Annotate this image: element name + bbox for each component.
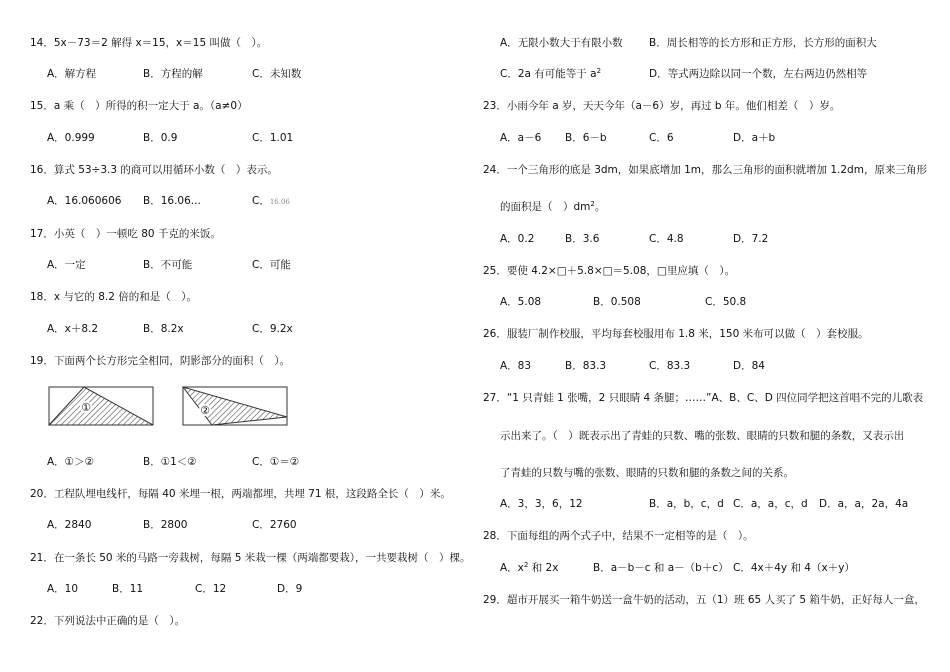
question-26-stem: 26．服装厂制作校服，平均每套校服用布 1.8 米，150 米布可以做（ ）套校服。 xyxy=(483,328,869,340)
question-20-option-a: A．2840 xyxy=(47,519,92,531)
question-24-option-b: B．3.6 xyxy=(565,233,600,245)
question-16-stem: 16．算式 53÷3.3 的商可以用循环小数（ ）表示。 xyxy=(30,164,278,176)
figure-2-label: ② xyxy=(200,404,210,417)
question-17-option-a: A．一定 xyxy=(47,259,86,271)
question-28-option-a-end: 和 2x xyxy=(528,562,559,574)
question-14-option-b: B．方程的解 xyxy=(143,68,203,80)
question-27-stem-line-2: 示出来了。（ ）既表示出了青蛙的只数、嘴的张数、眼睛的只数和腿的条数，又表示出 xyxy=(500,430,905,442)
question-27-stem-line-1: 27．“1 只青蛙 1 张嘴，2 只眼睛 4 条腿；……”A、B、C、D 四位同学把这首唱不完的儿歌表 xyxy=(483,392,924,404)
question-24-option-d: D．7.2 xyxy=(733,233,769,245)
question-24-stem-line-2-end: 。 xyxy=(594,201,606,213)
question-14-option-c: C．未知数 xyxy=(252,68,302,80)
question-28-option-a-text: A．x xyxy=(500,562,524,574)
question-27-option-c: C．a，a，c，d xyxy=(733,498,808,510)
question-22-option-c-text: C．2a 有可能等于 a xyxy=(500,68,597,80)
question-23-option-b: B．6－b xyxy=(565,132,607,144)
question-24-unit-exponent: 2 xyxy=(590,200,595,208)
question-22-option-d: D．等式两边除以同一个数，左右两边仍然相等 xyxy=(649,68,868,80)
question-24-stem-line-2-text: 的面积是（ ）dm xyxy=(500,201,591,213)
question-26-option-c: C．83.3 xyxy=(649,360,691,372)
question-21-stem: 21．在一条长 50 米的马路一旁栽树，每隔 5 米栽一棵（两端都要栽），一共要栽树（ ）棵。 xyxy=(30,552,471,564)
question-26-option-d: D．84 xyxy=(733,360,765,372)
question-14-stem: 14．5x－73＝2 解得 x＝15，x＝15 叫做（ ）。 xyxy=(30,37,268,49)
rectangle-figure-2 xyxy=(180,383,290,429)
question-18-option-b: B．8.2x xyxy=(143,323,184,335)
question-29-stem: 29．超市开展买一箱牛奶送一盒牛奶的活动，五（1）班 65 人买了 5 箱牛奶，正好每人一盒， xyxy=(483,594,925,606)
question-26-option-a: A．83 xyxy=(500,360,532,372)
question-18-option-a: A．x＋8.2 xyxy=(47,323,99,335)
question-16-option-c-label: C． xyxy=(252,195,270,207)
question-15-option-c: C．1.01 xyxy=(252,132,294,144)
question-25-option-b: B．0.508 xyxy=(593,296,641,308)
question-23-stem: 23．小雨今年 a 岁，天天今年（a－6）岁，再过 b 年。他们相差（ ）岁。 xyxy=(483,100,841,112)
question-19-option-b: B．①1＜② xyxy=(143,456,197,468)
question-26-option-b: B．83.3 xyxy=(565,360,607,372)
question-18-option-c: C．9.2x xyxy=(252,323,293,335)
question-23-option-a: A．a－6 xyxy=(500,132,542,144)
question-15-option-b: B．0.9 xyxy=(143,132,178,144)
question-28-option-b: B．a－b－c 和 a－（b＋c） xyxy=(593,562,729,574)
question-23-option-c: C．6 xyxy=(649,132,674,144)
question-24-stem-line-1: 24．一个三角形的底是 3dm，如果底增加 1m，那么三角形的面积就增加 1.2dm，原来三角形 xyxy=(483,164,927,176)
question-17-option-b: B．不可能 xyxy=(143,259,193,271)
question-20-stem: 20．工程队埋电线杆，每隔 40 米埋一根，两端都埋，共埋 71 根，这段路全长（ ）米。 xyxy=(30,488,451,500)
question-17-option-c: C．可能 xyxy=(252,259,291,271)
question-22-stem: 22．下列说法中正确的是（ ）。 xyxy=(30,615,186,627)
question-16-option-b: B．16.06... xyxy=(143,195,201,207)
question-25-option-c: C．50.8 xyxy=(705,296,747,308)
question-24-option-c: C．4.8 xyxy=(649,233,684,245)
question-24-stem-line-2 xyxy=(500,200,605,214)
question-15-option-a: A．0.999 xyxy=(47,132,95,144)
question-16-option-c xyxy=(252,194,290,209)
question-28-stem: 28．下面每组的两个式子中，结果不一定相等的是（ ）。 xyxy=(483,530,754,542)
question-16-option-a: A．16.060606 xyxy=(47,195,122,207)
question-22-option-c xyxy=(500,67,601,81)
question-20-option-b: B．2800 xyxy=(143,519,188,531)
question-17-stem: 17．小英（ ）一顿吃 80 千克的米饭。 xyxy=(30,228,221,240)
question-28-option-a-exponent: 2 xyxy=(523,561,529,569)
question-19-option-c: C．①＝② xyxy=(252,456,300,468)
question-25-option-a: A．5.08 xyxy=(500,296,542,308)
question-21-option-b: B．11 xyxy=(112,583,144,595)
question-21-option-d: D．9 xyxy=(277,583,303,595)
question-19-option-a: A．①＞② xyxy=(47,456,95,468)
question-16-option-c-value: 16.06 xyxy=(269,198,290,206)
question-23-option-d: D．a＋b xyxy=(733,132,776,144)
question-27-stem-line-3: 了青蛙的只数与嘴的张数、眼睛的只数和腿的条数之间的关系。 xyxy=(500,467,794,479)
question-25-stem: 25．要使 4.2×□＋5.8×□＝5.08，□里应填（ ）。 xyxy=(483,265,736,277)
question-22-option-a: A．无限小数大于有限小数 xyxy=(500,37,623,49)
question-27-option-d: D．a，a，2a，4a xyxy=(819,498,909,510)
question-24-option-a: A．0.2 xyxy=(500,233,535,245)
question-22-option-b: B．周长相等的长方形和正方形，长方形的面积大 xyxy=(649,37,877,49)
question-27-option-a: A．3，3，6，12 xyxy=(500,498,583,510)
rectangle-figure-1 xyxy=(46,383,156,429)
figure-1-label: ① xyxy=(81,401,91,414)
question-14-option-a: A．解方程 xyxy=(47,68,97,80)
question-20-option-c: C．2760 xyxy=(252,519,297,531)
question-21-option-c: C．12 xyxy=(195,583,227,595)
question-22-option-c-exponent: 2 xyxy=(596,67,602,75)
question-19-stem: 19．下面两个长方形完全相同，阴影部分的面积（ ）。 xyxy=(30,355,291,367)
question-21-option-a: A．10 xyxy=(47,583,79,595)
question-28-option-a xyxy=(500,561,558,575)
question-15-stem: 15．a 乘（ ）所得的积一定大于 a。（a≠0） xyxy=(30,100,248,112)
question-28-option-c: C．4x＋4y 和 4（x＋y） xyxy=(733,562,855,574)
question-27-option-b: B．a，b，c，d xyxy=(649,498,724,510)
question-18-stem: 18．x 与它的 8.2 倍的和是（ ）。 xyxy=(30,291,198,303)
